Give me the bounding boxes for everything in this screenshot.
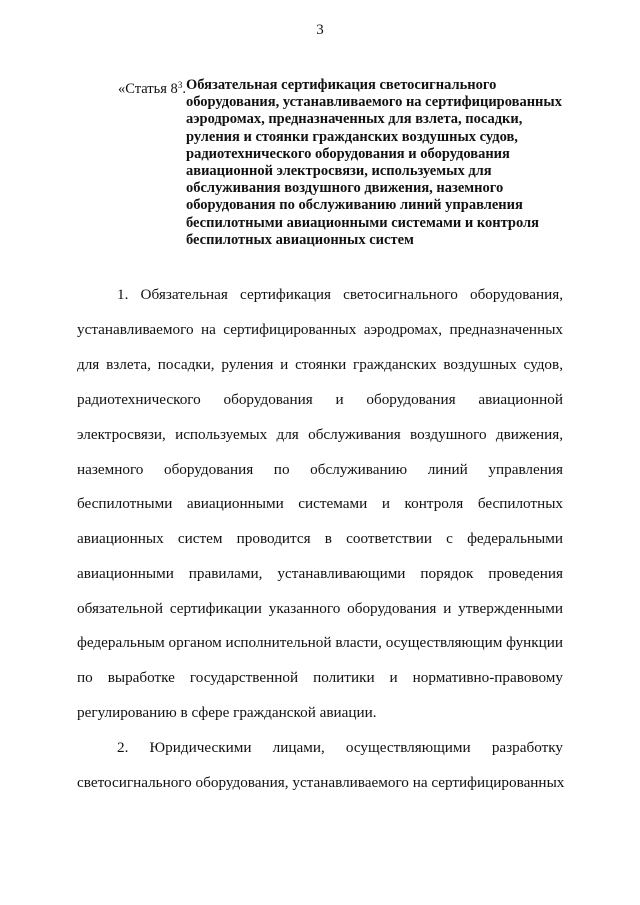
article-heading: [118, 77, 578, 249]
paragraph-2-line-2: светосигнального оборудования, устанавливаемого на сертифицированных: [77, 774, 565, 791]
article-label-text: «Статья 8: [118, 81, 178, 97]
paragraph-1-line-6: наземного оборудования по обслуживанию линий управления: [77, 461, 563, 478]
paragraph-1-line-8: авиационных систем проводится в соответствии с федеральными: [77, 530, 563, 547]
article-label-period: .: [182, 81, 186, 97]
paragraph-1-line-5: электросвязи, используемых для обслуживания воздушного движения,: [77, 426, 563, 443]
article-label: [118, 77, 186, 98]
page-number: 3: [316, 22, 324, 38]
paragraph-2-line-1: 2. Юридическими лицами, осуществляющими разработку: [117, 739, 563, 756]
paragraph-1-line-9: авиационными правилами, устанавливающими порядок проведения: [77, 565, 563, 582]
paragraph-1-line-12: по выработке государственной политики и нормативно-правовому: [77, 669, 563, 686]
paragraph-1-line-11: федеральным органом исполнительной власти, осуществляющим функции: [77, 634, 564, 651]
paragraph-1-line-13: регулированию в сфере гражданской авиации.: [77, 704, 377, 721]
paragraph-1-line-1: 1. Обязательная сертификация светосигнального оборудования,: [117, 286, 563, 303]
article-title: Обязательная сертификация светосигнального оборудования, устанавливаемого на сертифицированных аэродромах, предназначенных для взлета, посадки, руления и стоянки гражданских воздушных судов, радиотехнического оборудования и оборудования авиационной электросвязи, используемых для обслуживания воздушного движения, наземного оборудования по обслуживанию линий управления беспилотными авиационными системами и контроля беспилотных авиационных систем: [186, 77, 562, 248]
paragraph-1-line-2: устанавливаемого на сертифицированных аэродромах, предназначенных: [77, 321, 563, 338]
article-label-superscript: 3: [177, 80, 183, 90]
paragraph-1-line-10: обязательной сертификации указанного оборудования и утвержденными: [77, 600, 563, 617]
paragraph-1-line-7: беспилотными авиационными системами и контроля беспилотных: [77, 495, 563, 512]
paragraph-1-line-3: для взлета, посадки, руления и стоянки гражданских воздушных судов,: [77, 356, 563, 373]
paragraph-1-line-4: радиотехнического оборудования и оборудования авиационной: [77, 391, 563, 408]
